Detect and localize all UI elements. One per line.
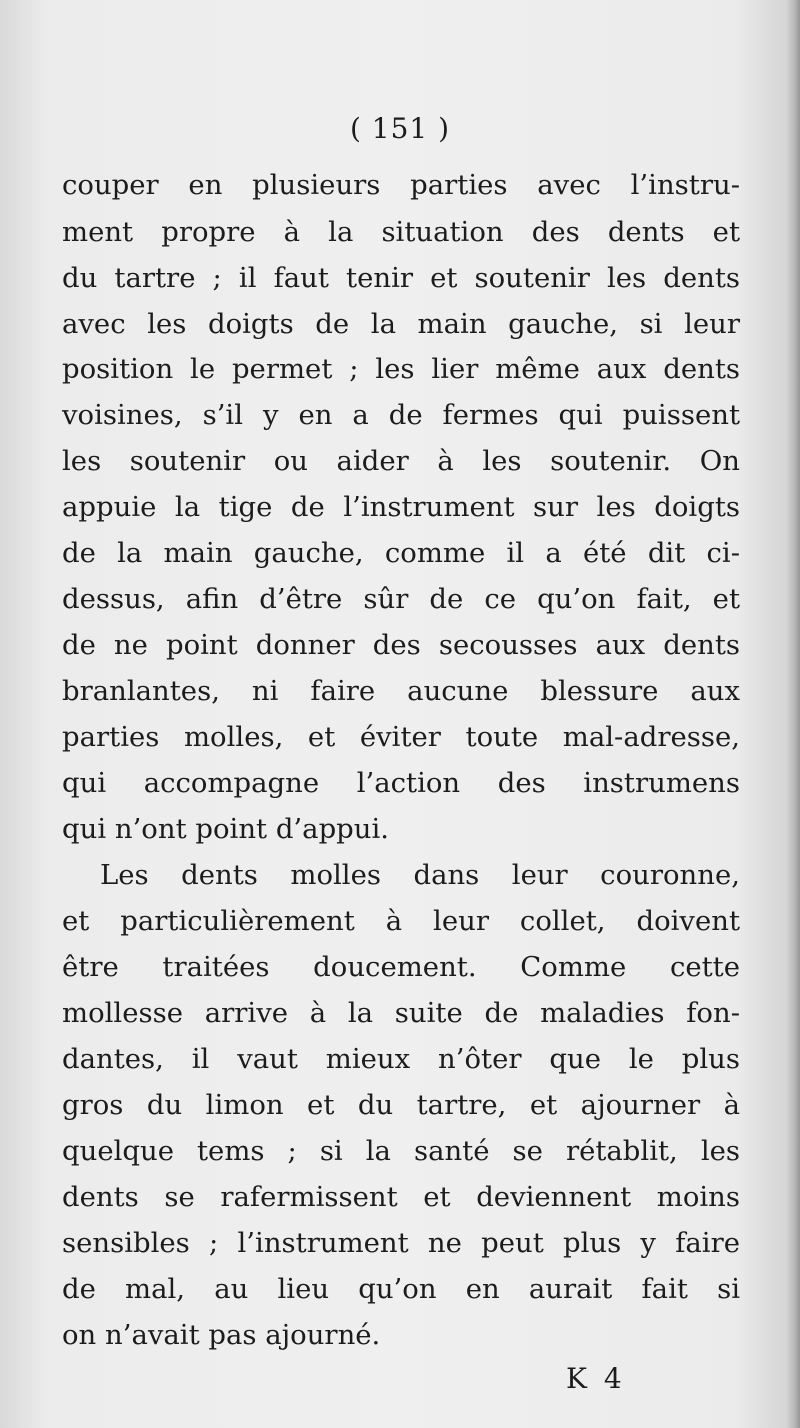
text-line: dantes, il vaut mieux n’ôter que le plus [62,1043,740,1075]
text-line: appuie la tige de l’instrument sur les doigts [62,491,740,523]
text-line: qui n’ont point d’appui. [62,813,390,845]
text-line: parties molles, et éviter toute mal-adresse, [62,721,740,753]
text-line: gros du limon et du tartre, et ajourner à [62,1089,740,1121]
text-line: ment propre à la situation des dents et [62,216,740,248]
text-line: de la main gauche, comme il a été dit ci- [62,537,740,569]
text-line: mollesse arrive à la suite de maladies fon- [62,997,740,1029]
text-line: quelque tems ; si la santé se rétablit, les [62,1135,740,1167]
signature-mark: K 4 [566,1362,626,1395]
text-line: avec les doigts de la main gauche, si leur [62,308,740,340]
text-line: sensibles ; l’instrument ne peut plus y faire [62,1227,740,1259]
text-line: du tartre ; il faut tenir et soutenir les dents [62,262,740,294]
text-line: voisines, s’il y en a de fermes qui puissent [62,399,740,431]
text-line: dents se rafermissent et deviennent moins [62,1181,740,1213]
text-line: branlantes, ni faire aucune blessure aux [62,675,740,707]
text-line: couper en plusieurs parties avec l’instru- [62,169,740,201]
text-line: et particulièrement à leur collet, doivent [62,905,740,937]
page-edge-shadow [786,0,800,1428]
text-line: les soutenir ou aider à les soutenir. On [62,445,740,477]
text-line: dessus, afin d’être sûr de ce qu’on fait, et [62,583,740,615]
text-line: qui accompagne l’action des instrumens [62,767,740,799]
text-line: on n’avait pas ajourné. [62,1319,381,1351]
text-line: être traitées doucement. Comme cette [62,951,740,983]
text-line: de mal, au lieu qu’on en aurait fait si [62,1273,740,1305]
page-number: ( 151 ) [349,112,451,145]
text-line: position le permet ; les lier même aux dents [62,353,740,385]
text-line: Les dents molles dans leur couronne, [100,859,740,891]
text-line: de ne point donner des secousses aux dents [62,629,740,661]
